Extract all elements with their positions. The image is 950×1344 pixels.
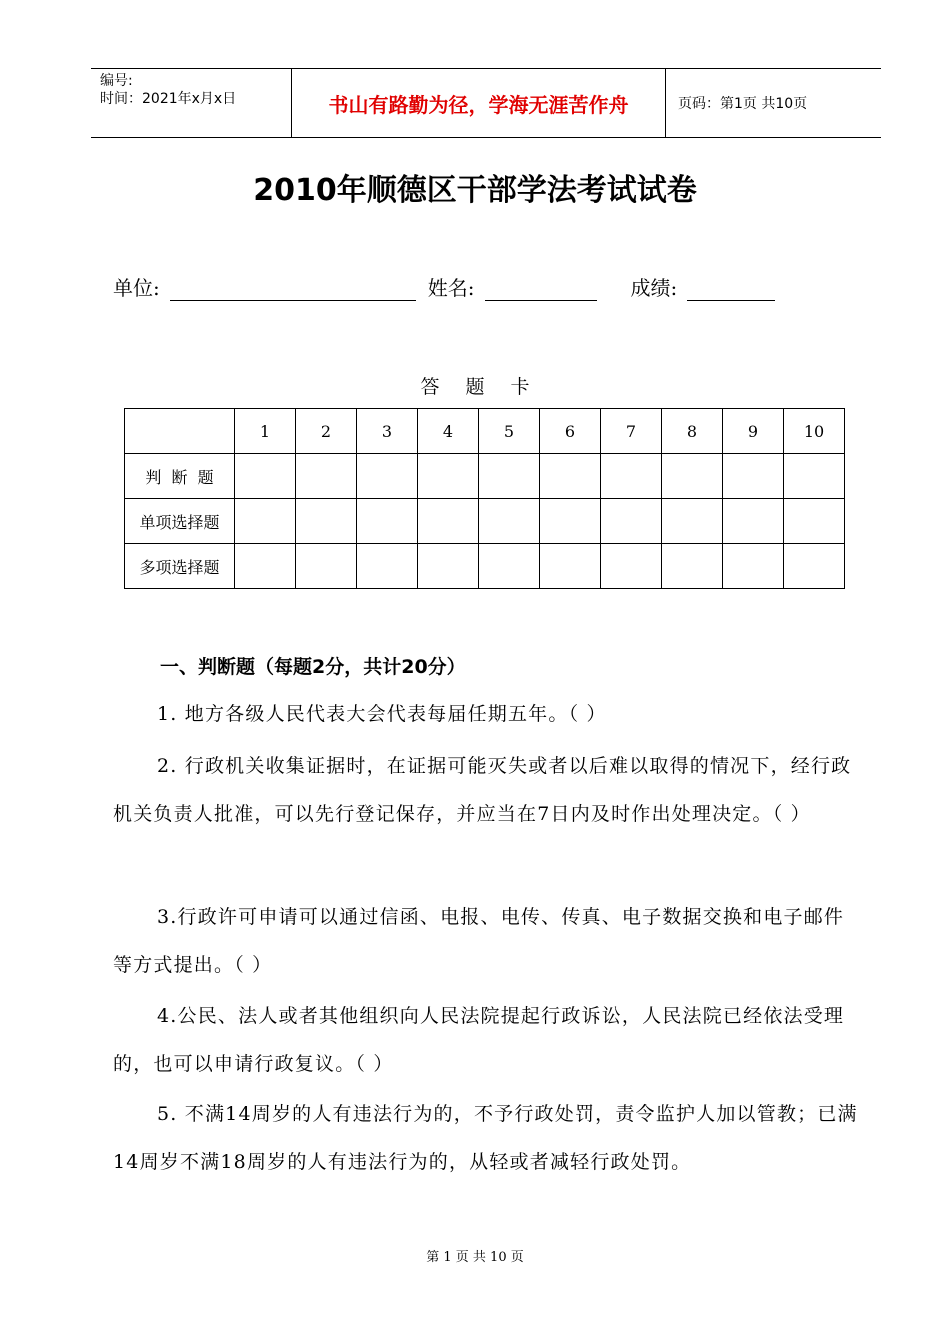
header-date: 时间：2021年x月x日 — [100, 91, 237, 107]
score-field[interactable] — [687, 278, 775, 301]
question-5: 5. 不满14周岁的人有违法行为的，不予行政处罚，责令监护人加以管教；已满14周岁不满18周岁的人有违法行为的，从轻或者减轻行政处罚。 — [113, 1103, 858, 1173]
page-header — [91, 68, 881, 138]
question-1: 1. 地方各级人民代表大会代表每届任期五年。（ ） — [157, 703, 607, 725]
column-header: 3 — [357, 409, 418, 454]
answer-cell[interactable] — [662, 499, 723, 544]
header-motto: 书山有路勤为径，学海无涯苦作舟 — [292, 69, 666, 137]
header-bianhao: 编号: — [100, 73, 133, 89]
row-label: 单项选择题 — [125, 499, 235, 544]
row-label: 多项选择题 — [125, 544, 235, 589]
answer-cell[interactable] — [601, 454, 662, 499]
answer-cell[interactable] — [418, 544, 479, 589]
section-heading: 一、判断题（每题2分，共计20分） — [160, 656, 466, 678]
table-header-row — [125, 409, 845, 454]
answer-cell[interactable] — [235, 454, 296, 499]
column-header: 4 — [418, 409, 479, 454]
column-header: 7 — [601, 409, 662, 454]
table-row — [125, 499, 845, 544]
answer-cell[interactable] — [723, 454, 784, 499]
answer-cell[interactable] — [235, 544, 296, 589]
column-header: 2 — [296, 409, 357, 454]
column-header: 5 — [479, 409, 540, 454]
answer-cell[interactable] — [784, 499, 845, 544]
column-header: 1 — [235, 409, 296, 454]
answer-cell[interactable] — [723, 544, 784, 589]
answer-cell[interactable] — [296, 454, 357, 499]
header-page: 页码：第1页 共10页 — [678, 96, 808, 112]
answer-cell[interactable] — [540, 544, 601, 589]
unit-field[interactable] — [170, 278, 416, 301]
column-header: 8 — [662, 409, 723, 454]
answer-cell[interactable] — [723, 499, 784, 544]
column-header: 10 — [784, 409, 845, 454]
page-footer: 第 1 页 共 10 页 — [426, 1250, 524, 1265]
table-corner-cell — [125, 409, 235, 454]
answer-cell[interactable] — [357, 499, 418, 544]
answer-cell[interactable] — [784, 454, 845, 499]
row-label: 判 断 题 — [125, 454, 235, 499]
info-fields — [113, 272, 775, 301]
answer-cell[interactable] — [296, 544, 357, 589]
table-row — [125, 454, 845, 499]
answer-card-title: 答 题 卡 — [420, 376, 540, 398]
answer-card-table — [124, 408, 845, 589]
column-header: 9 — [723, 409, 784, 454]
answer-cell[interactable] — [540, 454, 601, 499]
question-2: 2. 行政机关收集证据时，在证据可能灭失或者以后难以取得的情况下，经行政机关负责人批准，可以先行登记保存，并应当在7日内及时作出处理决定。（ ） — [113, 755, 852, 825]
header-meta — [91, 69, 292, 137]
answer-cell[interactable] — [357, 544, 418, 589]
name-field[interactable] — [485, 278, 597, 301]
answer-cell[interactable] — [662, 544, 723, 589]
answer-cell[interactable] — [601, 499, 662, 544]
question-3: 3.行政许可申请可以通过信函、电报、电传、传真、电子数据交换和电子邮件等方式提出。（ ） — [113, 906, 845, 976]
answer-cell[interactable] — [601, 544, 662, 589]
answer-cell[interactable] — [296, 499, 357, 544]
answer-cell[interactable] — [235, 499, 296, 544]
answer-cell[interactable] — [540, 499, 601, 544]
unit-label: 单位: — [113, 276, 160, 300]
answer-cell[interactable] — [479, 499, 540, 544]
answer-cell[interactable] — [357, 454, 418, 499]
answer-cell[interactable] — [418, 454, 479, 499]
answer-cell[interactable] — [479, 544, 540, 589]
answer-cell[interactable] — [479, 454, 540, 499]
name-label: 姓名: — [427, 276, 475, 300]
answer-cell[interactable] — [418, 499, 479, 544]
answer-cell[interactable] — [662, 454, 723, 499]
column-header: 6 — [540, 409, 601, 454]
score-label: 成绩: — [630, 276, 678, 300]
question-4: 4.公民、法人或者其他组织向人民法院提起行政诉讼，人民法院已经依法受理的，也可以申请行政复议。（ ） — [113, 1005, 845, 1075]
page-title: 2010年顺德区干部学法考试试卷 — [253, 173, 697, 208]
answer-cell[interactable] — [784, 544, 845, 589]
table-row — [125, 544, 845, 589]
